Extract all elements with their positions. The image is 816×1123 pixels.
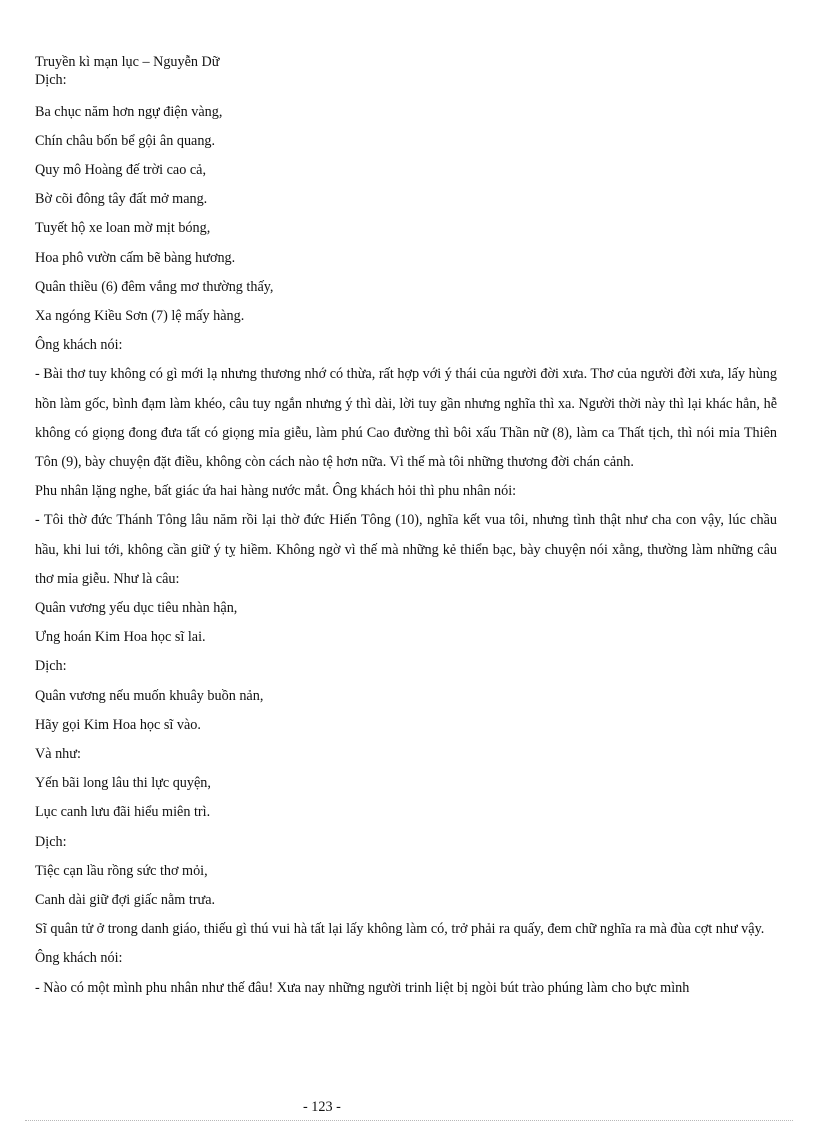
poem-line: Quân vương nếu muốn khuây buồn nản, [35,687,264,704]
poem-line: Quy mô Hoàng đế trời cao cả, [35,161,206,178]
poem-line: Tuyết hộ xe loan mờ mịt bóng, [35,220,211,237]
poem-line: Chín châu bốn bể gội ân quang. [35,132,216,149]
source-title: Truyền kì mạn lục – Nguyễn Dữ [35,54,220,70]
poem-line: Yến bãi long lâu thi lực quyện, [35,775,211,792]
paragraph-start: - Nào có một mình phu nhân như thế đâu! Xưa nay những người trinh liệt bị ngòi bút trào phúng làm cho bực mình [35,979,690,996]
translation-label: Dịch: [35,72,67,88]
poem-line: Ba chục năm hơn ngự điện vàng, [35,103,223,120]
narration-line: Và như: [35,745,81,762]
speaker-line: Ông khách nói: [35,337,123,354]
poem-line: Bờ cõi đông tây đất mở mang. [35,191,208,208]
speaker-line: Ông khách nói: [35,950,123,967]
translation-label: Dịch: [35,833,67,850]
poem-line: Tiệc cạn lầu rồng sức thơ mỏi, [35,862,208,879]
poem-line: Hãy gọi Kim Hoa học sĩ vào. [35,716,201,733]
translation-label: Dịch: [35,658,67,675]
poem-line: Canh dài giữ đợi giấc nằm trưa. [35,891,216,908]
document-header [35,53,775,89]
narration-line: Phu nhân lặng nghe, bất giác ứa hai hàng nước mắt. Ông khách hỏi thì phu nhân nói: [35,483,517,500]
footer-divider [25,1120,793,1121]
poem-line: Quân vương yếu dục tiêu nhàn hận, [35,599,238,616]
poem-line: Lục canh lưu đãi hiểu miên trì. [35,804,211,821]
poem-line: Xa ngóng Kiều Sơn (7) lệ mấy hàng. [35,307,245,324]
document-body [35,98,777,1003]
poem-line: Ưng hoán Kim Hoa học sĩ lai. [35,629,206,646]
page-number: - 123 - [303,1099,341,1115]
paragraph: - Tôi thờ đức Thánh Tông lâu năm rồi lại thờ đức Hiến Tông (10), nghĩa kết vua tôi, nhưng tình thật như cha con vậy, lúc chầu hầu, khi lui tới, không cần giữ ý tỵ hiềm. Không ngờ vì thế mà những kẻ thiển bạc, bày chuyện nói xằng, thường làm những câu thơ mỉa giễu. Như là câu: [35,512,777,587]
poem-line: Quân thiều (6) đêm vắng mơ thường thấy, [35,278,274,295]
poem-line: Hoa phô vườn cấm bẽ bàng hương. [35,249,236,266]
paragraph: - Bài thơ tuy không có gì mới lạ nhưng thương nhớ có thừa, rất hợp với ý thái của người đời xưa. Thơ của người đời xưa, lấy hùng hồn làm gốc, bình đạm làm khéo, câu tuy ngắn nhưng ý thì dài, lời tuy gần nhưng nghĩa thì xa. Người thời này thì lại khác hẳn, hễ không có giọng đong đưa tất có giọng mỉa giễu, làm phú Cao đường thì bôi xấu Thần nữ (8), làm ca Thất tịch, thì nói mỉa Thiên Tôn (9), bày chuyện đặt điều, không còn cách nào tệ hơn nữa. Vì thế mà tôi những thương đời chán cảnh. [35,366,777,470]
paragraph: Sĩ quân tử ở trong danh giáo, thiếu gì thú vui hà tất lại lấy không làm có, trở phải ra quấy, đem chữ nghĩa ra mà đùa cợt như vậy. [35,921,765,938]
